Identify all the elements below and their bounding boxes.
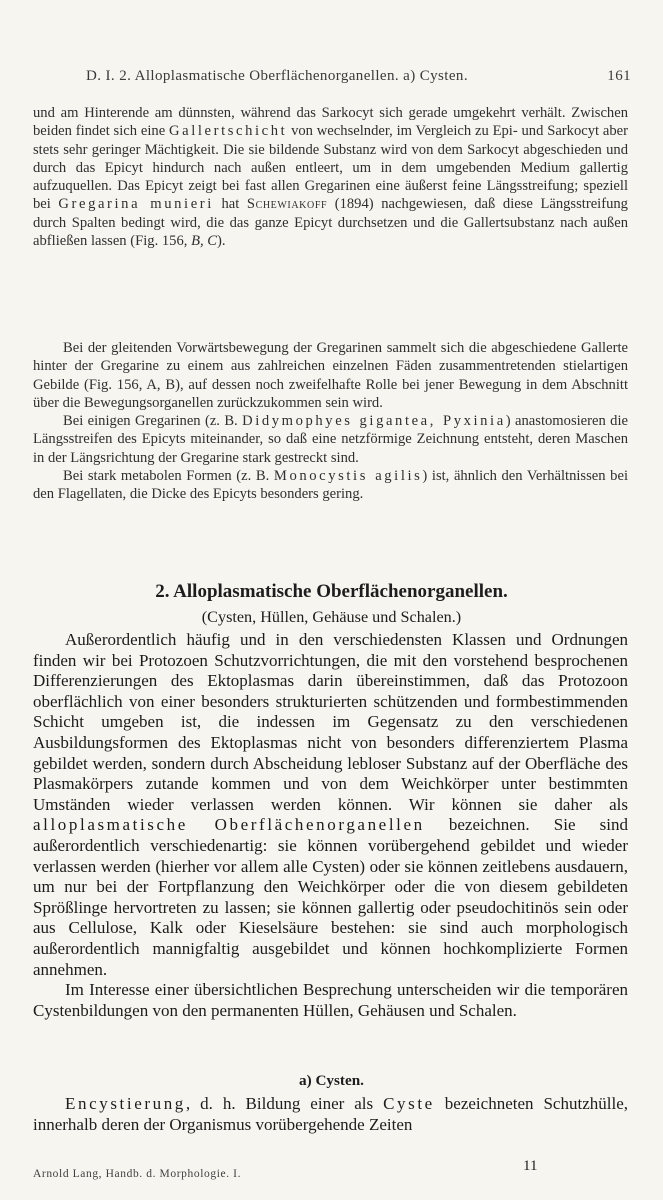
paragraph-metabol bbox=[33, 467, 628, 504]
page-number: 161 bbox=[607, 68, 631, 84]
text-run: hat bbox=[213, 196, 247, 213]
spaced-term: alloplasmatische Oberflächenorganellen bbox=[33, 815, 425, 835]
spaced-term: Cyste bbox=[383, 1094, 435, 1113]
author-name: Schewiakoff bbox=[246, 196, 328, 213]
paragraph-group-main bbox=[33, 630, 628, 1021]
spaced-species: Gregarina munieri bbox=[58, 196, 214, 213]
text-run: ). bbox=[217, 233, 226, 250]
text-run: und am Hinterende am dünnsten, während das Sarkocyt sich gerade umgekehrt verhält. Zwischen beiden findet sich eine bbox=[33, 105, 628, 140]
section-subheading: (Cysten, Hüllen, Gehäuse und Schalen.) bbox=[201, 608, 462, 626]
section-heading: 2. Alloplasmatische Oberflächenorganellen. bbox=[155, 581, 508, 602]
text-run: bezeichnen. Sie sind außerordentlich verschiedenartig: sie können vorübergehend gebildet und wieder verlassen werden (hierher vor allem alle Cysten) oder sie können zeitlebens ausdauern, um nur bei der Fortpflanzung den Weichkörper oder die von diesem gebildeten Sprößlinge hervortreten zu lassen; sie können gallertig oder pseudochitinös sein oder aus Cellulose, Kalk oder Kieselsäure bestehen: sie sind auch morphologisch außerordentlich mannigfaltig ausgebildet und können hochkomplizierte Formen annehmen. bbox=[33, 815, 628, 979]
text-run: Bei stark metabolen Formen (z. B. bbox=[63, 468, 274, 485]
paragraph-epicyt bbox=[33, 104, 628, 250]
paragraph-encystierung bbox=[33, 1094, 628, 1135]
text-run: (1894) nachgewiesen, daß diese Längsstreifung durch Spalten bedingt wird, die das ganze Epicyt durchsetzen und die Gallertsubstanz nach außen abfließen lassen (Fig. 156, bbox=[33, 196, 628, 250]
running-head bbox=[86, 68, 631, 85]
subsection-heading: a) Cysten. bbox=[299, 1072, 364, 1089]
text-run: bezeichneten Schutzhülle, innerhalb deren der Organismus vorübergehende Zeiten bbox=[33, 1094, 628, 1134]
signature-mark: 11 bbox=[523, 1158, 538, 1174]
running-title: D. I. 2. Alloplasmatische Oberflächenorganellen. a) Cysten. bbox=[86, 68, 468, 84]
text-run: , d. h. Bildung einer als bbox=[185, 1094, 384, 1113]
page-footer bbox=[33, 1158, 628, 1182]
paragraph-anastomose bbox=[33, 412, 628, 467]
spaced-term: Encystierung bbox=[65, 1094, 186, 1113]
paragraph-besprechung: Im Interesse einer übersichtlichen Besprechung unterscheiden wir die temporären Cystenbildungen von den permanenten Hüllen, Gehäusen und Schalen. bbox=[33, 980, 628, 1020]
spaced-term: Gallertschicht bbox=[169, 123, 288, 140]
text-run: ) ist, ähnlich den Verhältnissen bei den Flagellaten, die Dicke des Epicyts besonders gering. bbox=[33, 468, 629, 503]
text-run: Außerordentlich häufig und in den verschiedensten Klassen und Ordnungen finden wir bei Protozoen Schutzvorrichtungen, die mit den vorstehend besprochenen Differenzierungen des Ektoplasmas darin übereinstimmen, daß das Protozoon oberflächlich von einer besonders strukturierten schützenden und formbestimmenden Schicht umgeben ist, die indessen im Gegensatz zu den verschiedenen Ausbildungsformen des Ektoplasmas nicht von besonders differenziertem Plasma gebildet werden, sondern durch Abscheidung lebloser Substanz auf der Oberfläche des Plasmakörpers zutande kommen und von dem Weichkörper unter bestimmten Umständen wieder verlassen werden können. Wir können sie daher als bbox=[33, 630, 628, 814]
figure-ref: B, C bbox=[191, 233, 218, 250]
text-run: von wechselnder, im Vergleich zu Epi- und Sarkocyt aber stets sehr geringer Mächtigkeit. Die sie bildende Substanz wird von dem Sarkocyt abgeschieden und durch das Epicyt hindurch nach außen entleert, um in dem umgebenden Medium gallertig aufzuquellen. Das Epicyt zeigt bei fast allen Gregarinen eine äußerst feine Längsstreifung; speziell bei bbox=[33, 123, 629, 213]
text-run: Bei einigen Gregarinen (z. B. bbox=[63, 413, 243, 430]
paragraph-bewegung: Bei der gleitenden Vorwärtsbewegung der Gregarinen sammelt sich die abgeschiedene Gallerte hinter der Gregarine zu einem aus zahlreichen einzelnen Fäden zusammentretenden stielartigen Gebilde (Fig. 156, A, B), auf dessen noch zweifelhafte Rolle bei jener Bewegung in dem Abschnitt über die Bewegungsorganellen zurückzukommen sein wird. bbox=[33, 340, 628, 411]
paragraph-group-gregarinen bbox=[33, 339, 628, 504]
spaced-species: Didymophyes gigantea, Pyxinia bbox=[242, 413, 506, 430]
book-reference: Arnold Lang, Handb. d. Morphologie. I. bbox=[33, 1168, 242, 1180]
text-run: ) anastomosieren die Längsstreifen des Epicyts miteinander, so daß eine netzförmige Zeichnung entsteht, deren Maschen in der Längsrichtung der Gregarine stark gestreckt sind. bbox=[33, 413, 628, 466]
paragraph-schutzvorrichtungen bbox=[33, 630, 628, 980]
spaced-species: Monocystis agilis bbox=[273, 468, 423, 485]
